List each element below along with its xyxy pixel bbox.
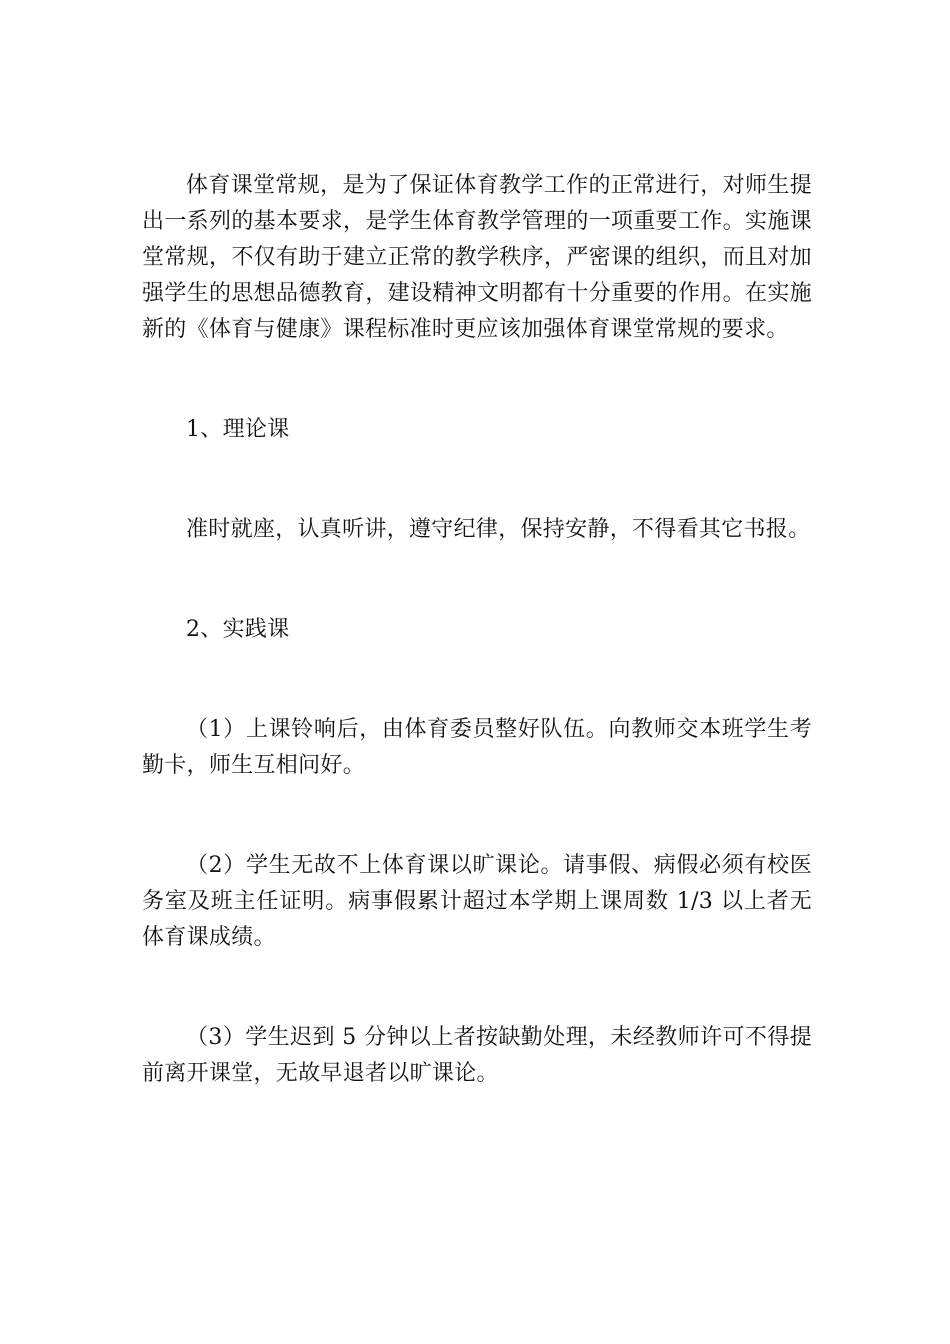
practice-rule-2: （2）学生无故不上体育课以旷课论。请事假、病假必须有校医务室及班主任证明。病事假累计超过本学期上课周数 1/3 以上者无体育课成绩。 xyxy=(142,853,812,950)
theory-rules-paragraph: 准时就座，认真听讲，遵守纪律，保持安静，不得看其它书报。 xyxy=(186,517,811,542)
document-body xyxy=(142,168,812,1092)
section-heading-theory: 1、理论课 xyxy=(186,417,290,442)
practice-rule-1: （1）上课铃响后，由体育委员整好队伍。向教师交本班学生考勤卡，师生互相问好。 xyxy=(142,717,812,778)
section-heading-practice: 2、实践课 xyxy=(186,617,290,642)
practice-rule-3: （3）学生迟到 5 分钟以上者按缺勤处理，未经教师许可不得提前离开课堂，无故早退者以旷课论。 xyxy=(142,1025,812,1086)
intro-paragraph: 体育课堂常规，是为了保证体育教学工作的正常进行，对师生提出一系列的基本要求，是学生体育教学管理的一项重要工作。实施课堂常规，不仅有助于建立正常的教学秩序，严密课的组织，而且对加强学生的思想品德教育，建设精神文明都有十分重要的作用。在实施新的《体育与健康》课程标准时更应该加强体育课堂常规的要求。 xyxy=(142,173,812,342)
